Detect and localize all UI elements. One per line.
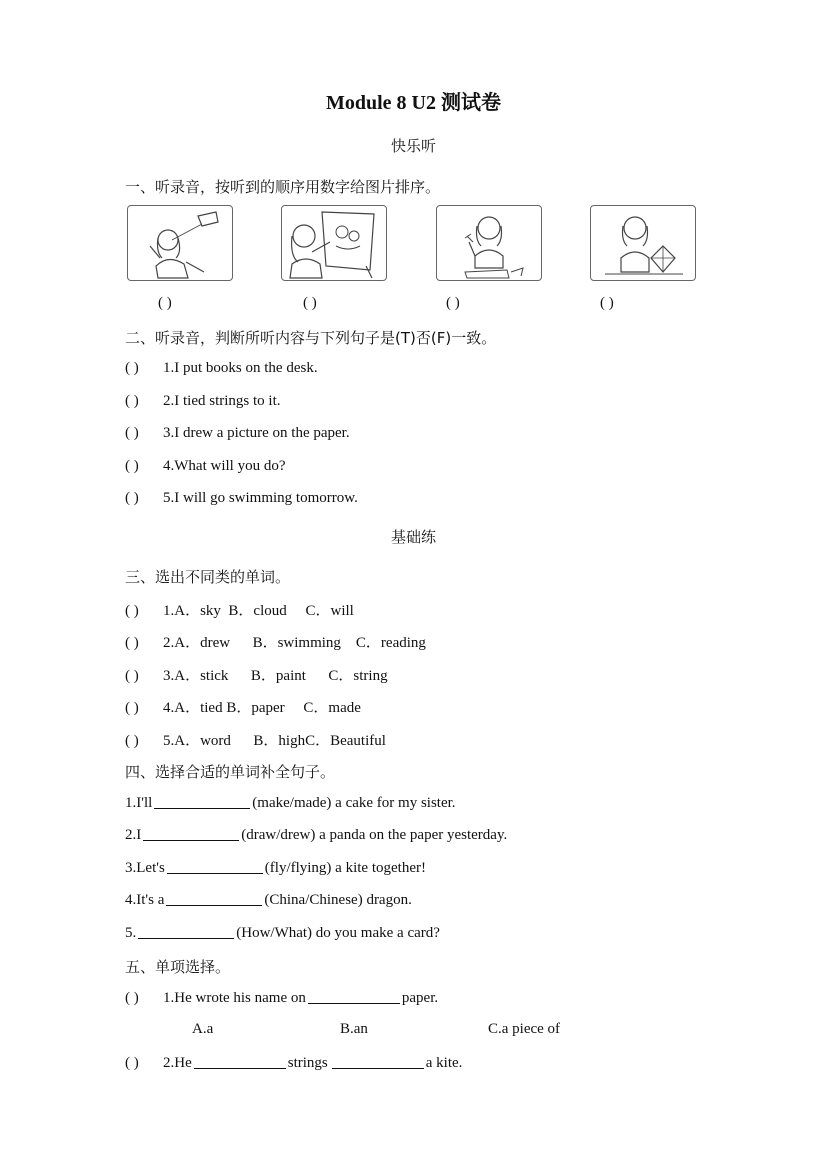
answer-paren[interactable]: ( ) — [125, 1055, 139, 1071]
fill-blank[interactable] — [166, 891, 262, 906]
list-item: ( ) 1.A．sky B．cloud C．will — [125, 603, 354, 619]
girl-painting-easel-icon — [282, 206, 386, 280]
fill-blank[interactable] — [308, 989, 400, 1004]
fill-blank[interactable] — [138, 924, 234, 939]
fill-blank[interactable] — [332, 1054, 424, 1069]
list-item: ( ) 4.What will you do? — [125, 458, 286, 474]
list-item: ( ) 1.I put books on the desk. — [125, 360, 318, 376]
fill-blank[interactable] — [167, 859, 263, 874]
answer-paren[interactable]: ( ) — [125, 668, 139, 684]
list-item: 1.I'll (make/made) a cake for my sister. — [125, 795, 456, 811]
picture-1 — [127, 205, 233, 281]
answer-paren[interactable]: ( ) — [125, 393, 139, 409]
fill-blank[interactable] — [154, 794, 250, 809]
answer-paren[interactable]: ( ) — [125, 490, 139, 506]
option-a[interactable]: A.a — [192, 1021, 214, 1037]
list-item: 5. (How/What) do you make a card? — [125, 925, 440, 941]
girl-cutting-paper-icon — [437, 206, 541, 280]
part-heading-basic: 基础练 — [390, 530, 436, 546]
picture-4 — [590, 205, 696, 281]
answer-paren[interactable]: ( ) — [125, 700, 139, 716]
picture-3 — [436, 205, 542, 281]
list-item: ( ) 2.I tied strings to it. — [125, 393, 281, 409]
list-item: 2.I (draw/drew) a panda on the paper yesterday. — [125, 827, 508, 843]
answer-paren[interactable]: ( ) — [125, 635, 139, 651]
picture-2-answer[interactable]: ( ) — [303, 295, 317, 311]
part-heading-listening: 快乐听 — [390, 139, 436, 155]
list-item: ( ) 2.A．drew B．swimming C．reading — [125, 635, 426, 651]
section-3-heading: 三、选出不同类的单词。 — [125, 568, 291, 586]
section-4-heading: 四、选择合适的单词补全句子。 — [125, 763, 336, 781]
list-item: ( ) 2.He strings a kite. — [125, 1055, 463, 1071]
section-2-heading: 二、听录音，判断所听内容与下列句子是(T)否(F)一致。 — [125, 329, 497, 347]
list-item: ( ) 5.A．word B．highC．Beautiful — [125, 733, 386, 749]
option-b[interactable]: B.an — [340, 1021, 368, 1037]
answer-paren[interactable]: ( ) — [125, 458, 139, 474]
fill-blank[interactable] — [194, 1054, 286, 1069]
section-5-heading: 五、单项选择。 — [125, 958, 231, 976]
list-item: 4.It's a (China/Chinese) dragon. — [125, 892, 412, 908]
picture-2 — [281, 205, 387, 281]
answer-paren[interactable]: ( ) — [125, 733, 139, 749]
list-item: ( ) 1.He wrote his name on paper. — [125, 990, 439, 1006]
section-1-heading: 一、听录音，按听到的顺序用数字给图片排序。 — [125, 178, 441, 196]
list-item: ( ) 5.I will go swimming tomorrow. — [125, 490, 358, 506]
page-title: Module 8 U2 测试卷 — [326, 92, 501, 114]
list-item: ( ) 3.I drew a picture on the paper. — [125, 425, 350, 441]
option-c[interactable]: C.a piece of — [488, 1021, 561, 1037]
list-item: ( ) 4.A．tied B．paper C．made — [125, 700, 361, 716]
girl-with-kite-icon — [591, 206, 695, 280]
answer-paren[interactable]: ( ) — [125, 425, 139, 441]
fill-blank[interactable] — [143, 826, 239, 841]
girl-flying-kite-icon — [128, 206, 232, 280]
answer-paren[interactable]: ( ) — [125, 603, 139, 619]
picture-1-answer[interactable]: ( ) — [158, 295, 172, 311]
answer-paren[interactable]: ( ) — [125, 990, 139, 1006]
picture-4-answer[interactable]: ( ) — [600, 295, 614, 311]
picture-3-answer[interactable]: ( ) — [446, 295, 460, 311]
answer-paren[interactable]: ( ) — [125, 360, 139, 376]
list-item: 3.Let's (fly/flying) a kite together! — [125, 860, 426, 876]
list-item: ( ) 3.A．stick B．paint C．string — [125, 668, 388, 684]
